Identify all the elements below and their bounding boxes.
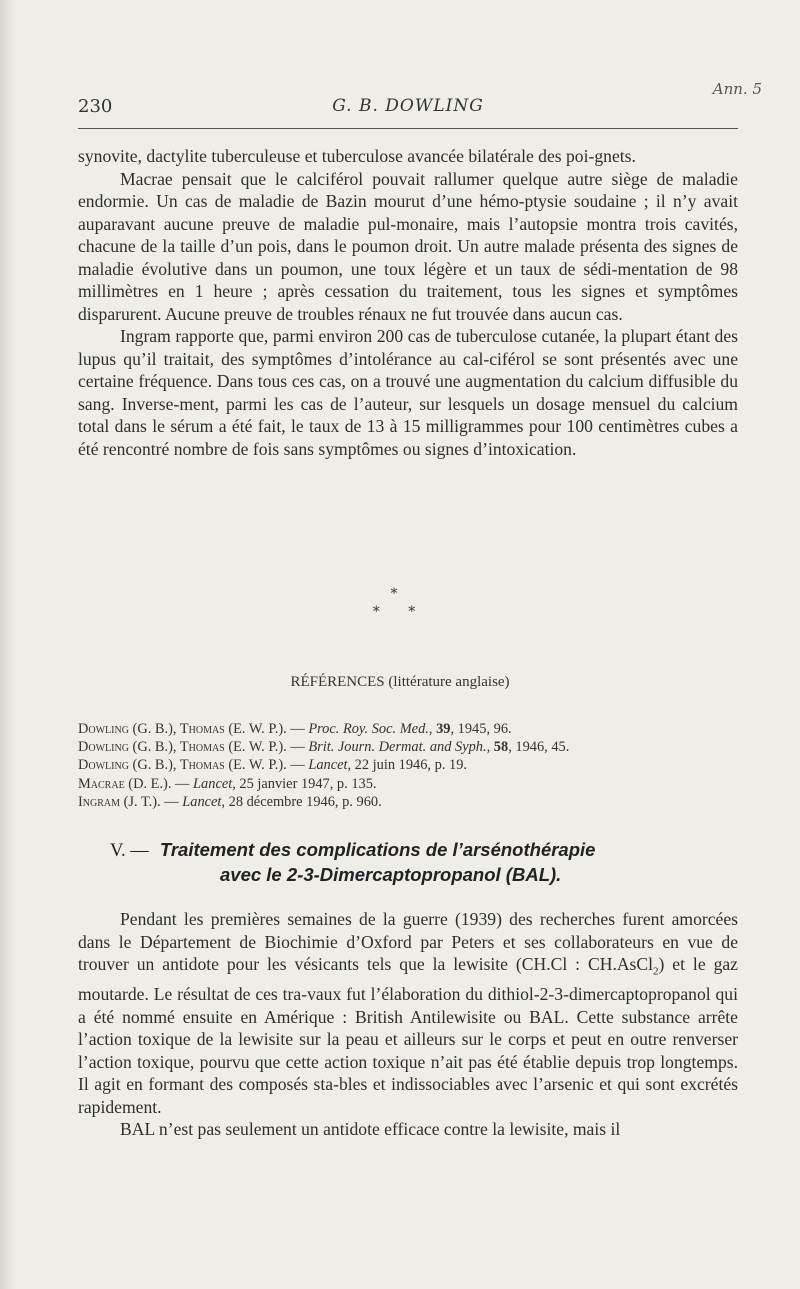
reference-item: Macrae (D. E.). — Lancet, 25 janvier 1947, p. 135. xyxy=(78,775,377,792)
reference-item: Dowling (G. B.), Thomas (E. W. P.). — Brit. Journ. Dermat. and Syph., 58, 1946, 45. xyxy=(78,739,570,756)
section-number: V. — xyxy=(110,841,149,861)
paragraph: Ingram rapporte que, parmi environ 200 cas de tuberculose cutanée, la plupart étant des lupus qu’il traitait, des symptômes d’intolérance au cal-ciférol se sont présentés avec une certaine fréquence. Dans tous ces cas, on a trouvé une augmentation du calcium diffusible du sang. Inverse-ment, parmi les cas de l’auteur, sur lesquels un dosage mensuel du calcium total dans le sérum a été fait, le taux de 13 à 15 milligrammes pour 100 centimètres cubes a été rencontré nombre de fois sans symptômes ou signes d’intoxication. xyxy=(78,326,738,459)
page-edge-shadow xyxy=(0,0,14,1289)
reference-item: Dowling (G. B.), Thomas (E. W. P.). — Proc. Roy. Soc. Med., 39, 1945, 96. xyxy=(78,721,512,737)
page-number: 230 xyxy=(78,96,113,117)
asterism-row: * xyxy=(390,586,410,602)
paragraph: synovite, dactylite tuberculeuse et tuberculose avancée bilatérale des poi-gnets. xyxy=(78,146,636,166)
section-heading xyxy=(110,838,730,887)
references-title: RÉFÉRENCES (littérature anglaise) xyxy=(290,674,510,690)
paragraph: Macrae pensait que le calciférol pouvait rallumer quelque autre siège de maladie endormie. Un cas de maladie de Bazin mourut d’une hémo-ptysie soudaine ; il n’y avait auparavant aucune preuve de maladie pul-monaire, mais l’autopsie montra trois cavités, chacune de la taille d’un pois, dans le poumon droit. Un autre malade présenta des signes de maladie évolutive dans un poumon, une toux légère et un taux de sédi-mentation de 98 millimètres en 1 heure ; après cessation du traitement, tous les signes et symptômes disparurent. Aucune preuve de troubles rénaux ne fut trouvée dans aucun cas. xyxy=(78,168,738,324)
paragraph: BAL n’est pas seulement un antidote efficace contre la lewisite, mais il xyxy=(120,1119,621,1140)
running-head xyxy=(78,96,738,120)
section-title-line1: Traitement des complications de l’arsénothérapie xyxy=(159,839,596,860)
section-title-line2: avec le 2-3-Dimercaptopropanol (BAL). xyxy=(220,864,562,885)
running-head-author: G. B. DOWLING xyxy=(332,96,484,116)
reference-item: Ingram (J. T.). — Lancet, 28 décembre 1946, p. 960. xyxy=(78,793,382,810)
asterism-separator xyxy=(0,585,800,621)
body-text-bottom xyxy=(78,908,738,1141)
references-list xyxy=(78,720,748,811)
reference-item: Dowling (G. B.), Thomas (E. W. P.). — Lancet, 22 juin 1946, p. 19. xyxy=(78,757,468,774)
paragraph: Pendant les premières semaines de la guerre (1939) des recherches furent amorcées dans le Département de Biochimie d’Oxford par Peters et ses collaborateurs en vue de trouver un antidote pour les vésicants tels que la lewisite (CH.Cl : CH.AsCl$_2$) et le gaz moutarde. Le résultat de ces tra-vaux fut l’élaboration du dithiol-2-3-dimercaptopropanol qui a été nommé ensuite en Amérique : British Antilewisite ou BAL. Cette substance arrête l’action toxique de la lewisite sur la peau et ailleurs sur le corps et peut en outre renverser l’action toxique, pourvu que cette action toxique n’ait pas été établie depuis trop longtemps. Il agit en formant des composés sta-bles et indissociables avec l’arsenic et qui sont excrétés rapidement. xyxy=(78,909,738,1117)
body-text-top xyxy=(78,145,738,460)
header-rule xyxy=(78,128,738,129)
handwritten-annotation: Ann. 5 xyxy=(712,80,762,98)
asterism-row: * * xyxy=(372,604,428,620)
